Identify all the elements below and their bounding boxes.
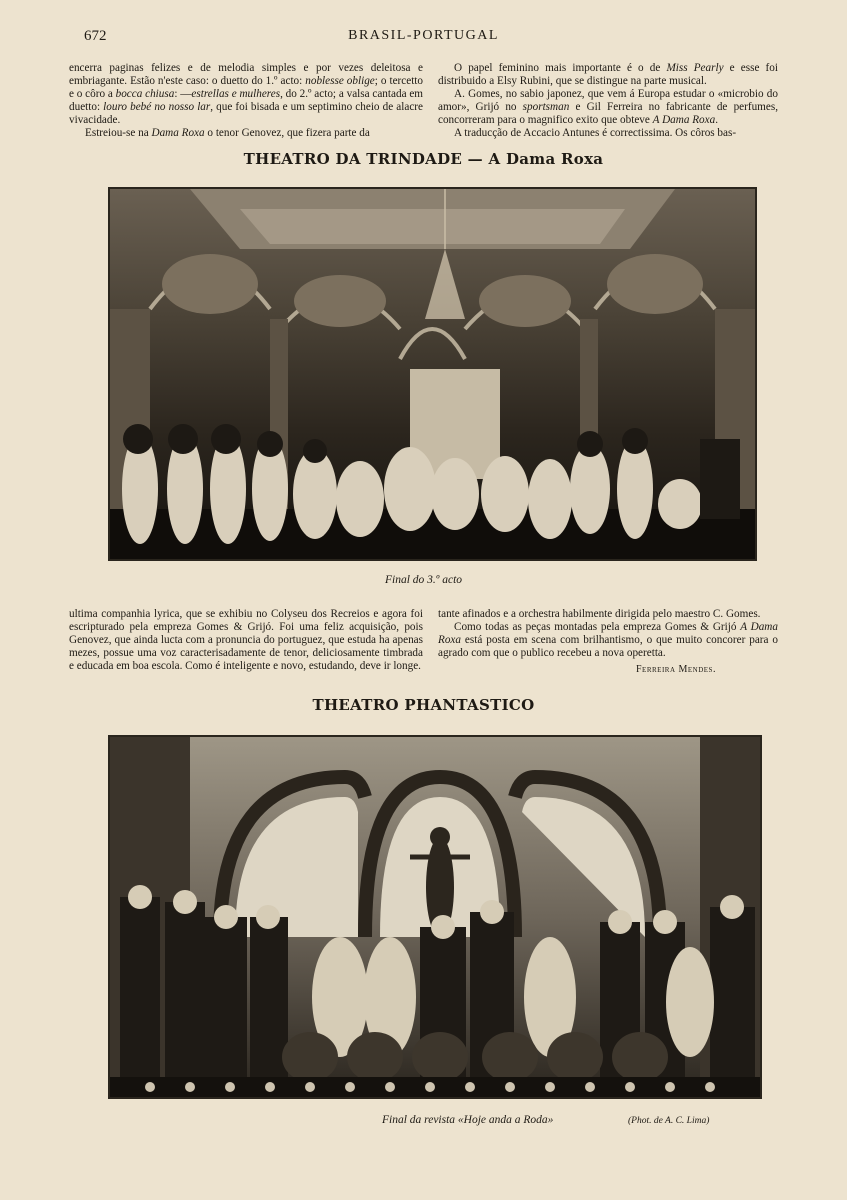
- top-left-column: [69, 62, 423, 141]
- paragraph: Como todas as peças montadas pela empreza Gomes & Grijó A Dama Roxa está posta em scena com brilhantismo, o que muito concorer para o agrado com que o publico recebeu a nova operetta.: [438, 621, 778, 660]
- paragraph: A. Gomes, no sabio japonez, que vem á Europa estudar o «microbio do amor», Grijó no sportsman e Gil Ferreira no fabricante de perfumes, concorreram para o magnifico exito que obteve A Dama Roxa.: [438, 88, 778, 127]
- author-signature: Ferreira Mendes.: [636, 664, 716, 675]
- section-title-trindade: THEATRO DA TRINDADE — A Dama Roxa: [243, 150, 604, 168]
- paragraph: A traducção de Accacio Antunes é correctissima. Os côros bas-: [454, 127, 737, 140]
- photo-illustration: [110, 189, 755, 559]
- stage-photo-dama-roxa: [108, 187, 757, 561]
- middle-left-column: [69, 608, 423, 673]
- top-right-column: [438, 62, 778, 141]
- photo-caption-1: Final do 3.º acto: [384, 574, 463, 586]
- running-head: BRASIL-PORTUGAL: [348, 28, 499, 43]
- paragraph: O papel feminino mais importante é o de Miss Pearly e esse foi distribuido a Elsy Rubini, que se distingue na parte musical.: [438, 62, 778, 88]
- page-number: 672: [84, 28, 107, 44]
- middle-right-column: [438, 608, 778, 660]
- stage-photo-hoje-anda-a-roda: [108, 735, 762, 1099]
- paragraph: Estreiou-se na Dama Roxa o tenor Genovez, que fizera parte da: [85, 127, 370, 140]
- paragraph: ultima companhia lyrica, que se exhibiu no Colyseu dos Recreios e agora foi escripturado pela empreza Gomes & Grijó. Foi uma feliz acquisição, pois Genovez, que ainda lucta com a pronuncia do portuguez, que estuda ha apenas mezes, possue uma voz caracterisadamente de tenor, deliciosamente timbrada e educada em boa escola. Como é inteligente e novo, estudando, deve ir longe.: [69, 608, 423, 673]
- paragraph: encerra paginas felizes e de melodia simples e por vezes deleitosa e embriagante. Estão n'este caso: o duetto do 1.º acto: noblesse oblige; o tercetto e o côro a bocca chiusa: —estrellas e mulheres, do 2.º acto; a valsa cantada em duetto: louro bebé no nosso lar, que foi bisada e um septimino cheio de alacre vivacidade.: [69, 62, 424, 127]
- photo-caption-2: Final da revista «Hoje anda a Roda»: [382, 1114, 554, 1126]
- paragraph: tante afinados e a orchestra habilmente dirigida pelo maestro C. Gomes.: [438, 608, 761, 620]
- section-title-phantastico: THEATRO PHANTASTICO: [312, 696, 535, 714]
- photo-credit: (Phot. de A. C. Lima): [628, 1116, 710, 1126]
- photo-illustration: [110, 737, 760, 1097]
